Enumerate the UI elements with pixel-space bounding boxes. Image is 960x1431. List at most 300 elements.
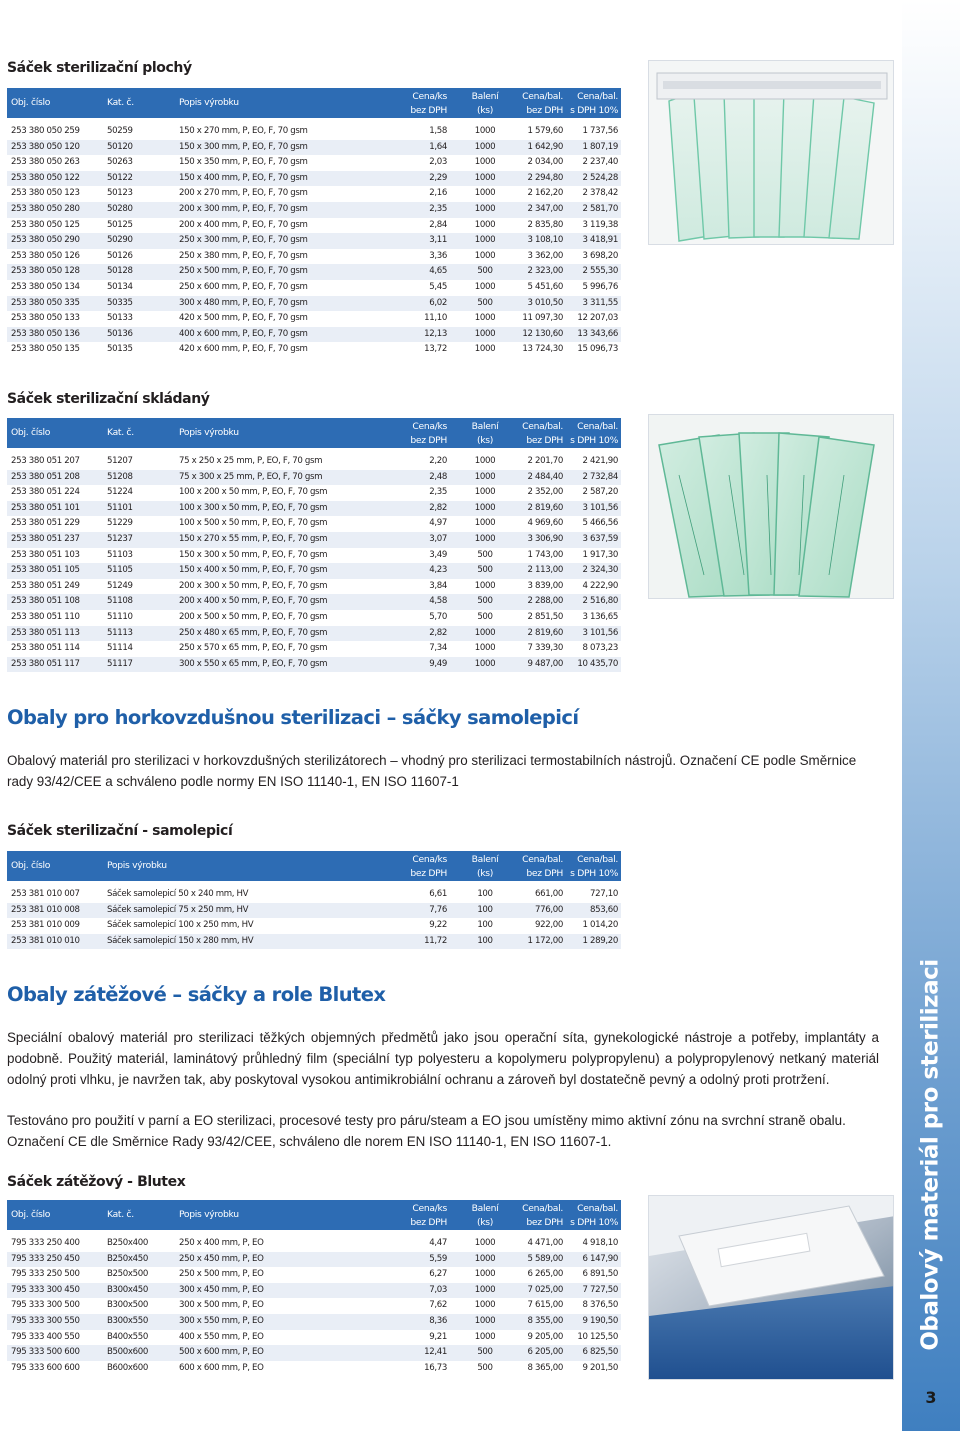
flat-bags-illustration (649, 61, 894, 245)
cell-unit-price: 9,21 (429, 1331, 447, 1342)
header-unit-price (387, 420, 447, 448)
table-row (7, 594, 621, 610)
cell-package-price-vat: 9 201,50 (582, 1362, 618, 1373)
cell-unit-price: 2,35 (429, 203, 447, 214)
cell-package-price-vat: 2 555,30 (582, 266, 618, 277)
header-line-2: bez DPH (410, 868, 447, 879)
cell-order-number: 253 380 051 224 (11, 487, 80, 498)
cell-unit-price: 7,76 (429, 904, 447, 915)
cell-package-qty: 100 (477, 904, 493, 915)
cell-package-price-vat: 1 807,19 (582, 141, 618, 152)
table-row (7, 264, 621, 280)
section5-description: Speciální obalový materiál pro sterilizaci těžkých objemných předmětů jako jsou operační síta, gynekologické nástroje a potřeby, implantáty a podobně. Použitý materiál, laminátový průhledný film (speciální typ polyesteru a kopolymeru polypropylenu) a polypropylenový netkaný materiál odolný proti vlhku, je navržen tak, aby poskytoval vysokou antimikrobiální ochranu a zároveň byl dostatečně pevný a odolný proti protržení. (7, 1030, 879, 1087)
cell-package-qty: 1000 (474, 580, 496, 591)
cell-order-number: 253 380 051 105 (11, 565, 80, 576)
table-row (7, 485, 621, 501)
cell-unit-price: 4,23 (429, 565, 447, 576)
cell-catalog-number: B300x450 (107, 1284, 148, 1295)
table-row (7, 124, 621, 140)
header-line-1: Cena/bal. (577, 91, 618, 102)
cell-order-number: 253 381 010 008 (11, 904, 80, 915)
header-line-2: (ks) (476, 435, 494, 446)
cell-product-description: 100 x 300 x 50 mm, P, EO, F, 70 gsm (179, 502, 328, 513)
header-package-price (505, 420, 563, 448)
cell-catalog-number: B300x500 (107, 1300, 148, 1311)
cell-package-qty: 1000 (474, 1300, 496, 1311)
cell-order-number: 253 380 051 113 (11, 627, 80, 638)
cell-product-description: 150 x 350 mm, P, EO, F, 70 gsm (179, 157, 308, 168)
cell-catalog-number: 50135 (107, 344, 133, 355)
cell-catalog-number: 51208 (107, 471, 133, 482)
cell-package-price-vat: 1 289,20 (582, 935, 618, 946)
cell-product-description: 400 x 600 mm, P, EO, F, 70 gsm (179, 328, 308, 339)
cell-order-number: 253 380 050 263 (11, 157, 80, 168)
table-row (7, 454, 621, 470)
cell-order-number: 253 380 050 335 (11, 297, 80, 308)
cell-order-number: 253 380 051 117 (11, 658, 80, 669)
cell-package-price-vat: 12 207,03 (577, 313, 618, 324)
cell-catalog-number: 51114 (107, 643, 133, 654)
cell-catalog-number: 51249 (107, 580, 133, 591)
header-line-2: (ks) (476, 105, 494, 116)
cell-order-number: 253 380 051 208 (11, 471, 80, 482)
cell-catalog-number: 50125 (107, 219, 133, 230)
cell-product-description: Sáček samolepicí 50 x 240 mm, HV (107, 889, 249, 899)
cell-package-price-vat: 6 891,50 (582, 1269, 618, 1280)
cell-order-number: 253 380 051 114 (11, 643, 80, 654)
header-line-1: Cena/ks (412, 854, 447, 865)
cell-package-price-vat: 8 073,23 (582, 643, 618, 654)
cell-package-price-vat: 4 222,90 (582, 580, 618, 591)
cell-product-description: 250 x 450 mm, P, EO (179, 1253, 264, 1264)
header-line-2: bez DPH (410, 435, 447, 446)
cell-package-price: 2 352,00 (527, 487, 563, 498)
header-line-1: Cena/bal. (522, 854, 563, 865)
cell-package-price: 13 724,30 (522, 344, 563, 355)
cell-package-price: 6 205,00 (527, 1347, 563, 1358)
table-row (7, 296, 621, 312)
cell-package-qty: 500 (477, 549, 493, 560)
cell-catalog-number: 50280 (107, 203, 133, 214)
cell-package-qty: 1000 (474, 188, 496, 199)
cell-unit-price: 4,65 (429, 266, 447, 277)
table-row (7, 1283, 621, 1299)
cell-product-description: 300 x 450 mm, P, EO (179, 1284, 264, 1295)
header-order-number: Obj. číslo (11, 860, 51, 871)
cell-catalog-number: B250x500 (107, 1269, 148, 1280)
cell-package-price: 2 034,00 (527, 157, 563, 168)
cell-unit-price: 2,82 (429, 502, 447, 513)
header-product-description: Popis výrobku (179, 97, 239, 108)
cell-unit-price: 13,72 (424, 344, 447, 355)
cell-package-price-vat: 6 147,90 (582, 1253, 618, 1264)
cell-package-price-vat: 1 014,20 (582, 920, 618, 931)
cell-unit-price: 9,22 (429, 920, 447, 931)
cell-unit-price: 6,61 (429, 889, 447, 899)
cell-catalog-number: B300x550 (107, 1315, 148, 1326)
cell-order-number: 795 333 500 600 (11, 1347, 80, 1358)
cell-catalog-number: 50290 (107, 235, 133, 246)
cell-unit-price: 6,27 (429, 1269, 447, 1280)
cell-package-qty: 500 (477, 297, 493, 308)
cell-order-number: 253 380 050 136 (11, 328, 80, 339)
cell-package-qty: 1000 (474, 1238, 496, 1248)
cell-product-description: 200 x 400 mm, P, EO, F, 70 gsm (179, 219, 308, 230)
cell-package-price-vat: 2 524,28 (582, 172, 618, 183)
cell-catalog-number: B250x400 (107, 1238, 148, 1248)
cell-package-price: 7 339,30 (527, 643, 563, 654)
cell-package-price-vat: 2 732,84 (582, 471, 618, 482)
cell-unit-price: 1,64 (429, 141, 447, 152)
header-package-price (505, 90, 563, 118)
cell-catalog-number: 51237 (107, 533, 133, 544)
cell-order-number: 253 380 050 280 (11, 203, 80, 214)
cell-package-qty: 1000 (474, 141, 496, 152)
table-row (7, 1330, 621, 1346)
cell-unit-price: 4,47 (429, 1238, 447, 1248)
cell-package-price-vat: 9 190,50 (582, 1315, 618, 1326)
cell-product-description: Sáček samolepicí 100 x 250 mm, HV (107, 920, 254, 931)
section3-title: Obaly pro horkovzdušnou sterilizaci – sáčky samolepicí (7, 706, 579, 729)
cell-product-description: 200 x 300 mm, P, EO, F, 70 gsm (179, 203, 308, 214)
cell-order-number: 253 380 051 103 (11, 549, 80, 560)
header-line-1: Cena/bal. (577, 421, 618, 432)
header-line-2: s DPH 10% (570, 435, 618, 446)
blutex-bag-illustration (649, 1196, 894, 1380)
page-number: 3 (925, 1388, 937, 1407)
cell-product-description: 200 x 500 x 50 mm, P, EO, F, 70 gsm (179, 611, 328, 622)
cell-package-price-vat: 2 237,40 (582, 157, 618, 168)
table-row (7, 918, 621, 934)
cell-package-price: 2 347,00 (527, 203, 563, 214)
cell-unit-price: 7,34 (429, 643, 447, 654)
cell-package-price-vat: 3 698,20 (582, 250, 618, 261)
cell-package-price-vat: 853,60 (590, 904, 618, 915)
cell-package-qty: 1000 (474, 1269, 496, 1280)
cell-product-description: 250 x 380 mm, P, EO, F, 70 gsm (179, 250, 308, 261)
cell-package-price-vat: 8 376,50 (582, 1300, 618, 1311)
cell-product-description: 300 x 500 mm, P, EO (179, 1300, 264, 1311)
cell-unit-price: 2,03 (429, 157, 447, 168)
cell-product-description: 250 x 600 mm, P, EO, F, 70 gsm (179, 281, 308, 292)
cell-package-price-vat: 3 119,38 (582, 219, 618, 230)
cell-package-price: 3 108,10 (527, 235, 563, 246)
cell-order-number: 253 380 051 101 (11, 502, 80, 513)
table-row (7, 280, 621, 296)
cell-catalog-number: 50122 (107, 172, 133, 183)
table-row (7, 563, 621, 579)
header-line-1: Balení (471, 854, 499, 865)
cell-package-price: 2 288,00 (527, 596, 563, 607)
cell-product-description: 100 x 200 x 50 mm, P, EO, F, 70 gsm (179, 487, 328, 498)
cell-unit-price: 4,97 (429, 518, 447, 529)
cell-package-price: 2 113,00 (527, 565, 563, 576)
table-row (7, 903, 621, 919)
cell-product-description: 150 x 270 x 55 mm, P, EO, F, 70 gsm (179, 533, 328, 544)
cell-package-qty: 1000 (474, 235, 496, 246)
cell-order-number: 253 380 051 249 (11, 580, 80, 591)
cell-package-qty: 1000 (474, 219, 496, 230)
table-flat-bags (7, 88, 621, 358)
header-catalog-number: Kat. č. (107, 1209, 134, 1220)
cell-product-description: 250 x 500 mm, P, EO (179, 1269, 264, 1280)
cell-package-qty: 1000 (474, 487, 496, 498)
header-package-price-vat (559, 853, 618, 881)
cell-package-price: 2 323,00 (527, 266, 563, 277)
cell-catalog-number: 50136 (107, 328, 133, 339)
cell-catalog-number: 51113 (107, 627, 133, 638)
section1-title: Sáček sterilizační plochý (7, 60, 192, 76)
cell-catalog-number: 50128 (107, 266, 133, 277)
cell-unit-price: 5,70 (429, 611, 447, 622)
header-catalog-number: Kat. č. (107, 427, 134, 438)
cell-unit-price: 2,20 (429, 456, 447, 466)
cell-product-description: 300 x 550 mm, P, EO (179, 1315, 264, 1326)
table-header (7, 1200, 621, 1230)
table-row (7, 311, 621, 327)
cell-package-qty: 500 (477, 1362, 493, 1373)
cell-package-qty: 500 (477, 596, 493, 607)
cell-order-number: 253 380 050 259 (11, 126, 80, 136)
table-selfadhesive-bags (7, 851, 621, 949)
cell-product-description: 250 x 480 x 65 mm, P, EO, F, 70 gsm (179, 627, 328, 638)
cell-order-number: 253 380 050 122 (11, 172, 80, 183)
section6-title: Sáček zátěžový - Blutex (7, 1174, 186, 1190)
cell-product-description: 400 x 550 mm, P, EO (179, 1331, 264, 1342)
cell-package-qty: 1000 (474, 471, 496, 482)
header-line-2: s DPH 10% (570, 868, 618, 879)
cell-package-qty: 1000 (474, 1315, 496, 1326)
cell-product-description: 300 x 480 mm, P, EO, F, 70 gsm (179, 297, 308, 308)
header-line-2: bez DPH (526, 435, 563, 446)
cell-package-price-vat: 4 918,10 (582, 1238, 618, 1248)
cell-product-description: 75 x 250 x 25 mm, P, EO, F, 70 gsm (179, 456, 323, 466)
cell-order-number: 253 381 010 009 (11, 920, 80, 931)
table-row (7, 249, 621, 265)
cell-catalog-number: B600x600 (107, 1362, 148, 1373)
cell-order-number: 253 380 050 126 (11, 250, 80, 261)
table-row (7, 548, 621, 564)
cell-package-price: 7 025,00 (527, 1284, 563, 1295)
cell-package-qty: 1000 (474, 1253, 496, 1264)
cell-order-number: 253 380 051 108 (11, 596, 80, 607)
cell-package-price: 3 306,90 (527, 533, 563, 544)
cell-product-description: 420 x 600 mm, P, EO, F, 70 gsm (179, 344, 308, 355)
cell-catalog-number: B500x600 (107, 1347, 148, 1358)
section3-description: Obalový materiál pro sterilizaci v horkovzdušných sterilizátorech – vhodný pro sterilizaci termostabilních nástrojů. Označení CE podle Směrnice rady 93/42/CEE a schváleno podle normy EN ISO 11140-1, EN ISO 11607-1 (7, 753, 857, 789)
table-row (7, 934, 621, 950)
cell-product-description: 150 x 300 x 50 mm, P, EO, F, 70 gsm (179, 549, 328, 560)
cell-package-qty: 1000 (474, 518, 496, 529)
table-row (7, 202, 621, 218)
cell-unit-price: 2,48 (429, 471, 447, 482)
cell-package-qty: 1000 (474, 203, 496, 214)
header-package-price-vat (559, 420, 618, 448)
cell-package-price-vat: 10 125,50 (577, 1331, 618, 1342)
cell-unit-price: 11,10 (424, 313, 447, 324)
table-row (7, 1236, 621, 1252)
table-row (7, 470, 621, 486)
cell-unit-price: 3,11 (429, 235, 447, 246)
cell-package-qty: 1000 (474, 456, 496, 466)
header-line-1: Cena/bal. (577, 854, 618, 865)
cell-package-price-vat: 3 136,65 (582, 611, 618, 622)
cell-package-qty: 1000 (474, 627, 496, 638)
cell-product-description: 200 x 270 mm, P, EO, F, 70 gsm (179, 188, 308, 199)
cell-package-qty: 1000 (474, 533, 496, 544)
table-row (7, 532, 621, 548)
table-row (7, 218, 621, 234)
header-line-1: Cena/ks (412, 421, 447, 432)
cell-order-number: 253 380 051 237 (11, 533, 80, 544)
cell-product-description: 200 x 300 x 50 mm, P, EO, F, 70 gsm (179, 580, 328, 591)
table-row (7, 1298, 621, 1314)
cell-product-description: 250 x 570 x 65 mm, P, EO, F, 70 gsm (179, 643, 328, 654)
header-line-1: Cena/bal. (577, 1203, 618, 1214)
table-row (7, 155, 621, 171)
table-row (7, 171, 621, 187)
cell-package-price-vat: 2 581,70 (582, 203, 618, 214)
cell-package-price: 5 589,00 (527, 1253, 563, 1264)
section2-title: Sáček sterilizační skládaný (7, 391, 210, 407)
cell-unit-price: 2,84 (429, 219, 447, 230)
cell-unit-price: 5,45 (429, 281, 447, 292)
cell-package-price-vat: 1 737,56 (582, 126, 618, 136)
cell-catalog-number: 50335 (107, 297, 133, 308)
table-row (7, 626, 621, 642)
cell-unit-price: 3,49 (429, 549, 447, 560)
header-line-1: Balení (471, 1203, 499, 1214)
cell-order-number: 253 380 051 229 (11, 518, 80, 529)
cell-catalog-number: 51103 (107, 549, 133, 560)
header-line-1: Cena/bal. (522, 91, 563, 102)
header-line-2: bez DPH (410, 1217, 447, 1228)
cell-product-description: 250 x 500 mm, P, EO, F, 70 gsm (179, 266, 308, 277)
cell-package-qty: 1000 (474, 1331, 496, 1342)
cell-package-qty: 1000 (474, 157, 496, 168)
table-header (7, 418, 621, 448)
cell-order-number: 253 380 050 134 (11, 281, 80, 292)
cell-catalog-number: 51117 (107, 658, 133, 669)
cell-product-description: 150 x 270 mm, P, EO, F, 70 gsm (179, 126, 308, 136)
header-line-1: Cena/bal. (522, 421, 563, 432)
cell-package-qty: 1000 (474, 328, 496, 339)
header-line-2: (ks) (476, 868, 494, 879)
header-product-description: Popis výrobku (107, 860, 167, 871)
cell-catalog-number: 51108 (107, 596, 133, 607)
cell-catalog-number: 51105 (107, 565, 133, 576)
cell-product-description: 500 x 600 mm, P, EO (179, 1347, 264, 1358)
table-body (7, 454, 621, 672)
table-row (7, 579, 621, 595)
cell-package-qty: 1000 (474, 281, 496, 292)
header-product-description: Popis výrobku (179, 427, 239, 438)
header-line-2: bez DPH (410, 105, 447, 116)
cell-package-price-vat: 3 418,91 (582, 235, 618, 246)
cell-product-description: 150 x 300 mm, P, EO, F, 70 gsm (179, 141, 308, 152)
header-line-1: Balení (471, 421, 499, 432)
table-row (7, 501, 621, 517)
cell-product-description: 75 x 300 x 25 mm, P, EO, F, 70 gsm (179, 471, 323, 482)
cell-package-price-vat: 3 637,59 (582, 533, 618, 544)
cell-package-price-vat: 727,10 (590, 889, 618, 899)
cell-order-number: 795 333 400 550 (11, 1331, 80, 1342)
cell-product-description: 150 x 400 mm, P, EO, F, 70 gsm (179, 172, 308, 183)
cell-catalog-number: 51207 (107, 456, 133, 466)
header-order-number: Obj. číslo (11, 97, 51, 108)
cell-package-qty: 1000 (474, 172, 496, 183)
cell-package-price: 3 010,50 (527, 297, 563, 308)
cell-package-price: 9 205,00 (527, 1331, 563, 1342)
table-row (7, 1314, 621, 1330)
cell-unit-price: 3,36 (429, 250, 447, 261)
cell-package-price-vat: 2 324,30 (582, 565, 618, 576)
flat-sterilization-bags-photo (648, 60, 894, 245)
cell-order-number: 253 381 010 010 (11, 935, 80, 946)
table-row (7, 342, 621, 358)
cell-package-price: 3 839,00 (527, 580, 563, 591)
section5-title: Obaly zátěžové – sáčky a role Blutex (7, 983, 386, 1006)
cell-package-price-vat: 10 435,70 (577, 658, 618, 669)
table-body (7, 887, 621, 949)
cell-package-price: 8 365,00 (527, 1362, 563, 1373)
cell-package-qty: 1000 (474, 250, 496, 261)
cell-package-qty: 1000 (474, 643, 496, 654)
table-row (7, 610, 621, 626)
cell-product-description: 600 x 600 mm, P, EO (179, 1362, 264, 1373)
table-body (7, 124, 621, 358)
cell-product-description: Sáček samolepicí 75 x 250 mm, HV (107, 904, 249, 915)
cell-product-description: 100 x 500 x 50 mm, P, EO, F, 70 gsm (179, 518, 328, 529)
cell-package-price: 776,00 (535, 904, 563, 915)
cell-package-price: 2 484,40 (527, 471, 563, 482)
cell-unit-price: 16,73 (424, 1362, 447, 1373)
cell-package-price-vat: 2 587,20 (582, 487, 618, 498)
header-catalog-number: Kat. č. (107, 97, 134, 108)
header-line-2: bez DPH (526, 105, 563, 116)
cell-order-number: 253 380 050 120 (11, 141, 80, 152)
cell-package-qty: 1000 (474, 502, 496, 513)
table-header (7, 88, 621, 118)
cell-unit-price: 8,36 (429, 1315, 447, 1326)
cell-package-price: 1 743,00 (527, 549, 563, 560)
cell-package-price: 3 362,00 (527, 250, 563, 261)
cell-package-qty: 1000 (474, 344, 496, 355)
header-line-2: bez DPH (526, 868, 563, 879)
cell-package-price-vat: 6 825,50 (582, 1347, 618, 1358)
cell-package-price-vat: 2 378,42 (582, 188, 618, 199)
cell-unit-price: 3,84 (429, 580, 447, 591)
cell-package-qty: 1000 (474, 313, 496, 324)
cell-package-price: 11 097,30 (522, 313, 563, 324)
cell-package-price: 5 451,60 (527, 281, 563, 292)
cell-order-number: 795 333 250 450 (11, 1253, 80, 1264)
cell-package-price: 12 130,60 (522, 328, 563, 339)
header-line-1: Balení (471, 91, 499, 102)
header-package-price-vat (559, 90, 618, 118)
cell-order-number: 253 380 050 290 (11, 235, 80, 246)
cell-unit-price: 6,02 (429, 297, 447, 308)
header-line-1: Cena/ks (412, 91, 447, 102)
cell-catalog-number: 50259 (107, 126, 133, 136)
header-unit-price (387, 853, 447, 881)
folded-sterilization-bags-photo (648, 414, 894, 599)
cell-package-price: 6 265,00 (527, 1269, 563, 1280)
table-folded-bags (7, 418, 621, 672)
table-row (7, 887, 621, 903)
cell-package-qty: 100 (477, 920, 493, 931)
cell-package-price: 1 642,90 (527, 141, 563, 152)
